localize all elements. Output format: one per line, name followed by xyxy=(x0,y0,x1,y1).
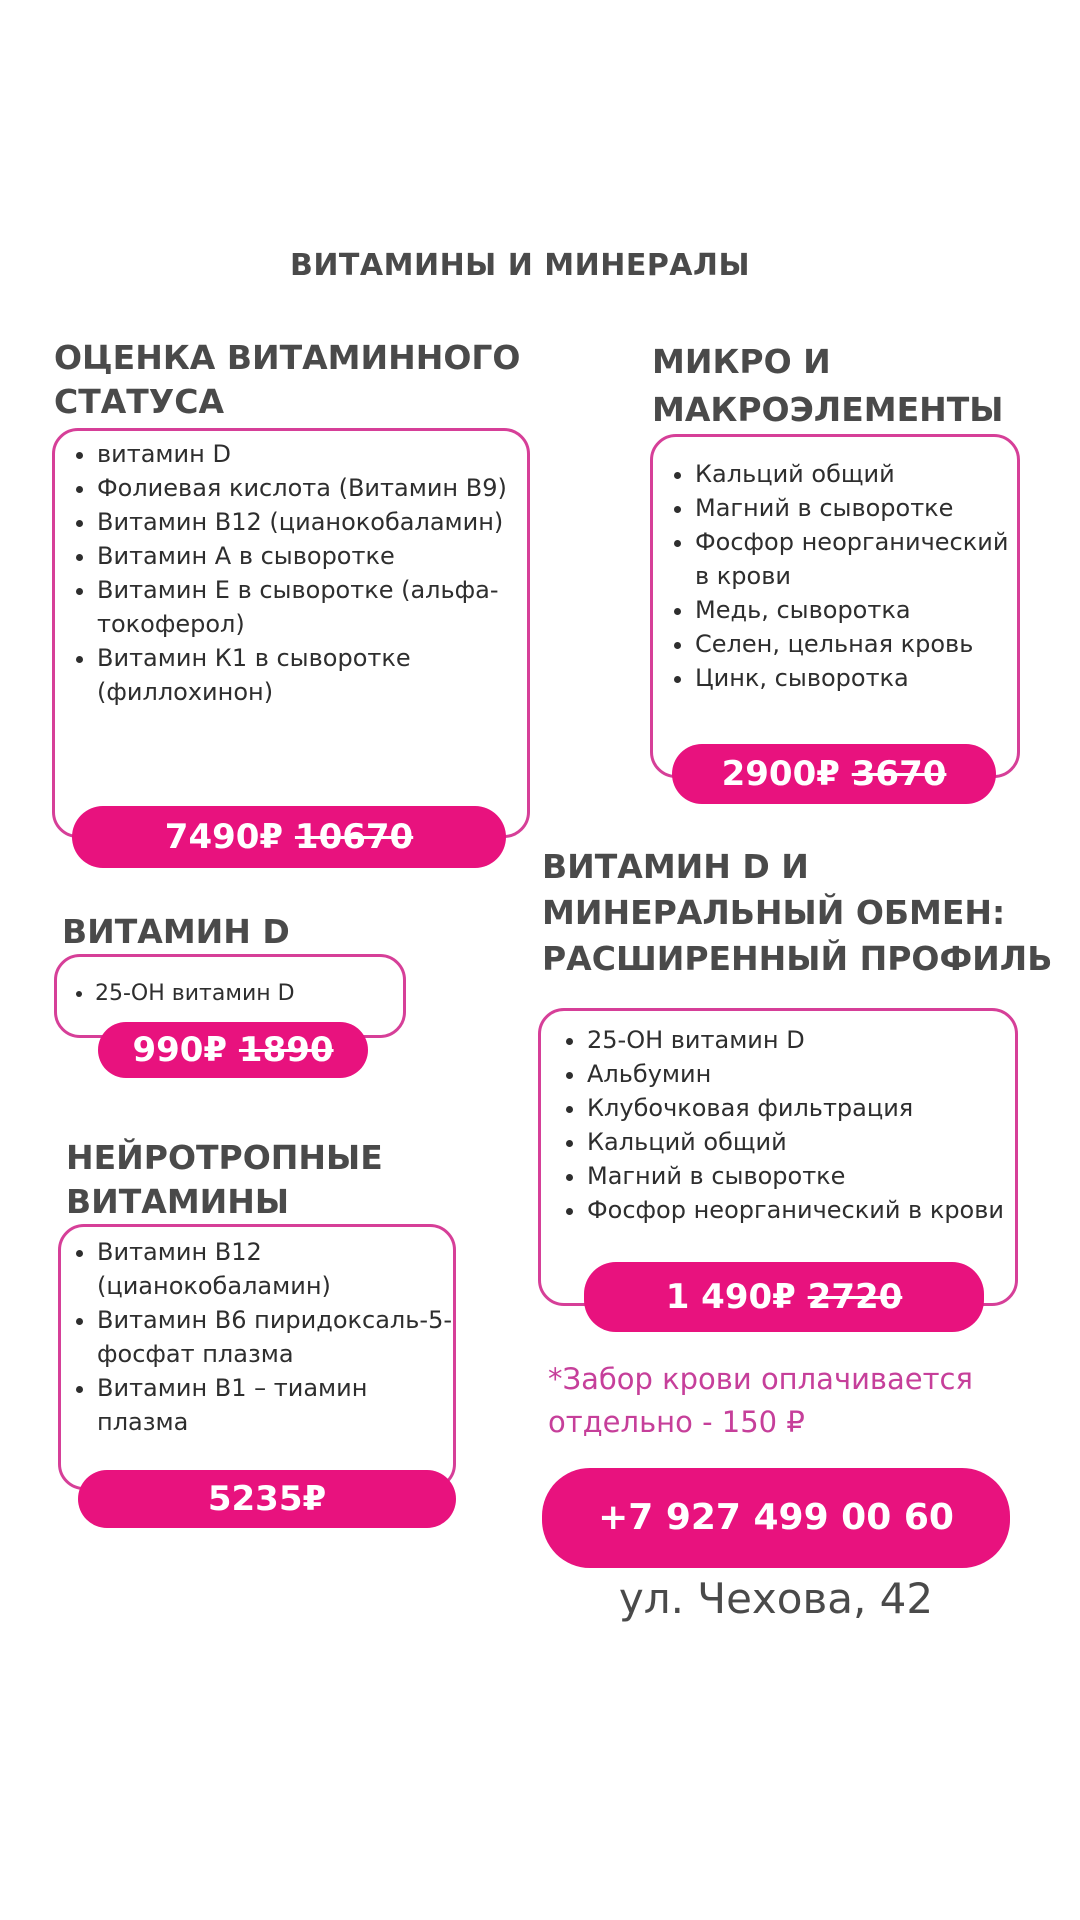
vitamin-status-list-box xyxy=(52,428,530,838)
blood-draw-note: *Забор крови оплачивается отдельно - 150 ₽ xyxy=(548,1362,973,1439)
list-item: • Витамин В6 пиридоксаль-5-фосфат плазма xyxy=(97,1303,453,1371)
list-item: • Кальций общий xyxy=(695,457,1017,491)
section-title-micro-macro: МИКРО И МАКРОЭЛЕМЕНТЫ xyxy=(652,342,1004,429)
list-item: • Селен, цельная кровь xyxy=(695,627,1017,661)
list-item: • Цинк, сыворотка xyxy=(695,661,1017,695)
list-item: • Витамин B12 (цианокобаламин) xyxy=(97,505,527,539)
list-item: • Фосфор неорганический в крови xyxy=(587,1193,1015,1227)
price-badge-vitamin-d: 990₽ 1890 xyxy=(98,1022,368,1078)
list-item: • Витамин Е в сыворотке (альфа-токоферол) xyxy=(97,573,527,641)
list-item: • Кальций общий xyxy=(587,1125,1015,1159)
list-item: • Фолиевая кислота (Витамин В9) xyxy=(97,471,527,505)
micro-macro-list-box xyxy=(650,434,1020,778)
list-item: • Фосфор неорганический в крови xyxy=(695,525,1017,593)
address: ул. Чехова, 42 xyxy=(618,1574,934,1623)
page-title: ВИТАМИНЫ И МИНЕРАЛЫ xyxy=(289,248,751,283)
price-badge-neurotropic: 5235₽ xyxy=(78,1470,456,1528)
section-title-vitamin-d-mineral: ВИТАМИН D И МИНЕРАЛЬНЫЙ ОБМЕН: РАСШИРЕННЫЙ ПРОФИЛЬ xyxy=(542,847,1053,978)
price-badge-vitamin-d-mineral: 1 490₽ 2720 xyxy=(584,1262,984,1332)
list-item: • Магний в сыворотке xyxy=(695,491,1017,525)
price-badge-micro-macro: 2900₽ 3670 xyxy=(672,744,996,804)
list-item: • витамин D xyxy=(97,437,527,471)
list-item: • Медь, сыворотка xyxy=(695,593,1017,627)
phone-button[interactable]: +7 927 499 00 60 xyxy=(542,1468,1010,1568)
section-title-vitamin-status: ОЦЕНКА ВИТАМИННОГО СТАТУСА xyxy=(54,338,521,421)
section-title-neurotropic: НЕЙРОТРОПНЫЕ ВИТАМИНЫ xyxy=(66,1138,383,1221)
neurotropic-list-box xyxy=(58,1224,456,1490)
list-item: • Магний в сыворотке xyxy=(587,1159,1015,1193)
price-badge-vitamin-status: 7490₽ 10670 xyxy=(72,806,506,868)
section-title-vitamin-d: ВИТАМИН D xyxy=(62,912,290,951)
list-item: • Витамин К1 в сыворотке (филлохинон) xyxy=(97,641,527,709)
list-item: • Витамин А в сыворотке xyxy=(97,539,527,573)
list-item: • 25-ОН витамин D xyxy=(587,1023,1015,1057)
list-item: • Витамин В12 (цианокобаламин) xyxy=(97,1235,453,1303)
list-item: • Витамин В1 – тиамин плазма xyxy=(97,1371,453,1439)
list-item: • Альбумин xyxy=(587,1057,1015,1091)
list-item: • 25-ОН витамин D xyxy=(95,977,403,1011)
list-item: • Клубочковая фильтрация xyxy=(587,1091,1015,1125)
